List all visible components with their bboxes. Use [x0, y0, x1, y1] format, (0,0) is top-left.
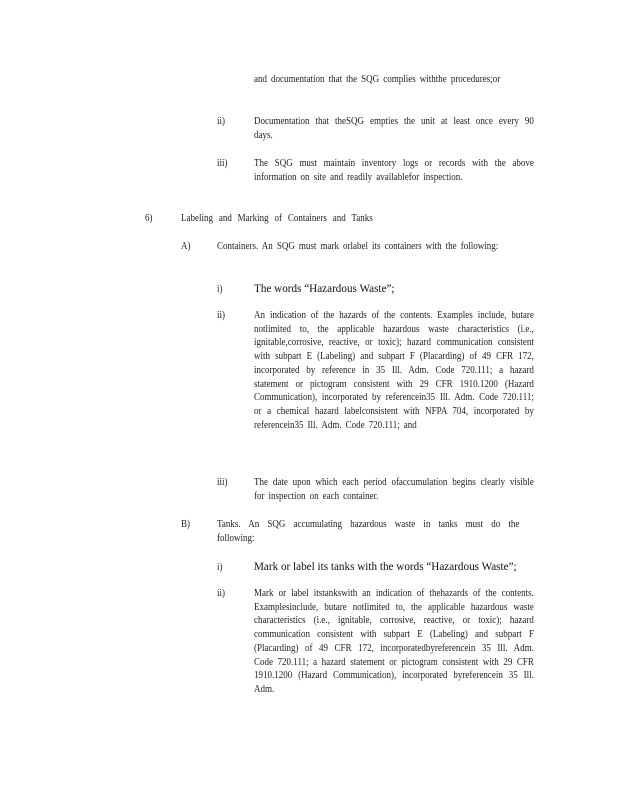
list-item-text: Mark or label itstankswith an indication of thehazards of the contents. Examplesinclude, butare notlimited to, the applicable hazardous waste characteristics (i.e., ignitable, corrosive, reactive, or toxic); hazard communication consistent with subpart E (Labeling) and subpart F (Placarding) of 49 CFR 172, incorporatedbyreferencein 35 Ill. Adm. Code 720.111; a hazard statement or pictogram consistent with 29 CFR 1910.1200 (Hazard Communication), incorporated byreferencein 35 Ill. Adm.: [254, 588, 534, 695]
list-item-text: An indication of the hazards of the contents. Examples include, butare notlimited to, the applicable hazardous waste characteristics (i.e., ignitable,corrosive, reactive, or toxic); hazard communication consistent with subpart E (Labeling) and subpart F (Placarding) of 49 CFR 172, incorporated by reference in 35 Ill. Adm. Code 720.111; a hazard statement or pictogram consistent with 29 CFR 1910.1200 (Hazard Communication), incorporated by referencein35 Ill. Adm. Code 720.111; or a chemical hazard labelconsistent with NFPA 704, incorporated by referencein35 Ill. Adm. Code 720.111; and: [254, 310, 534, 431]
list-marker: iii): [217, 158, 228, 169]
continuation-paragraph: and documentation that the SQG complies withthe procedures;or: [254, 74, 501, 85]
section-heading: Labeling and Marking of Containers and Tanks: [181, 213, 373, 224]
list-item-text: The SQG must maintain inventory logs or records with the above information on site and readily availablefor inspection.: [254, 158, 534, 183]
subsection-text: Containers. An SQG must mark orlabel its containers with the following:: [217, 241, 499, 252]
list-marker: iii): [217, 477, 228, 488]
list-marker: ii): [217, 588, 226, 599]
subsection-marker: A): [181, 241, 191, 252]
list-item-text: Documentation that theSQG empties the unit at least once every 90 days.: [254, 116, 534, 141]
list-marker: i): [217, 284, 223, 295]
list-item-text: The date upon which each period ofaccumulation begins clearly visible for inspection on each container.: [254, 477, 534, 502]
list-item-text: Mark or label its tanks with the words “Hazardous Waste”;: [254, 559, 517, 573]
subsection-marker: B): [181, 519, 190, 530]
section-marker: 6): [145, 213, 153, 224]
list-marker: ii): [217, 310, 226, 321]
list-marker: i): [217, 562, 223, 573]
list-item-text: The words “Hazardous Waste”;: [254, 281, 395, 295]
list-marker: ii): [217, 116, 226, 127]
subsection-text: Tanks. An SQG accumulating hazardous waste in tanks must do the following:: [217, 519, 520, 544]
